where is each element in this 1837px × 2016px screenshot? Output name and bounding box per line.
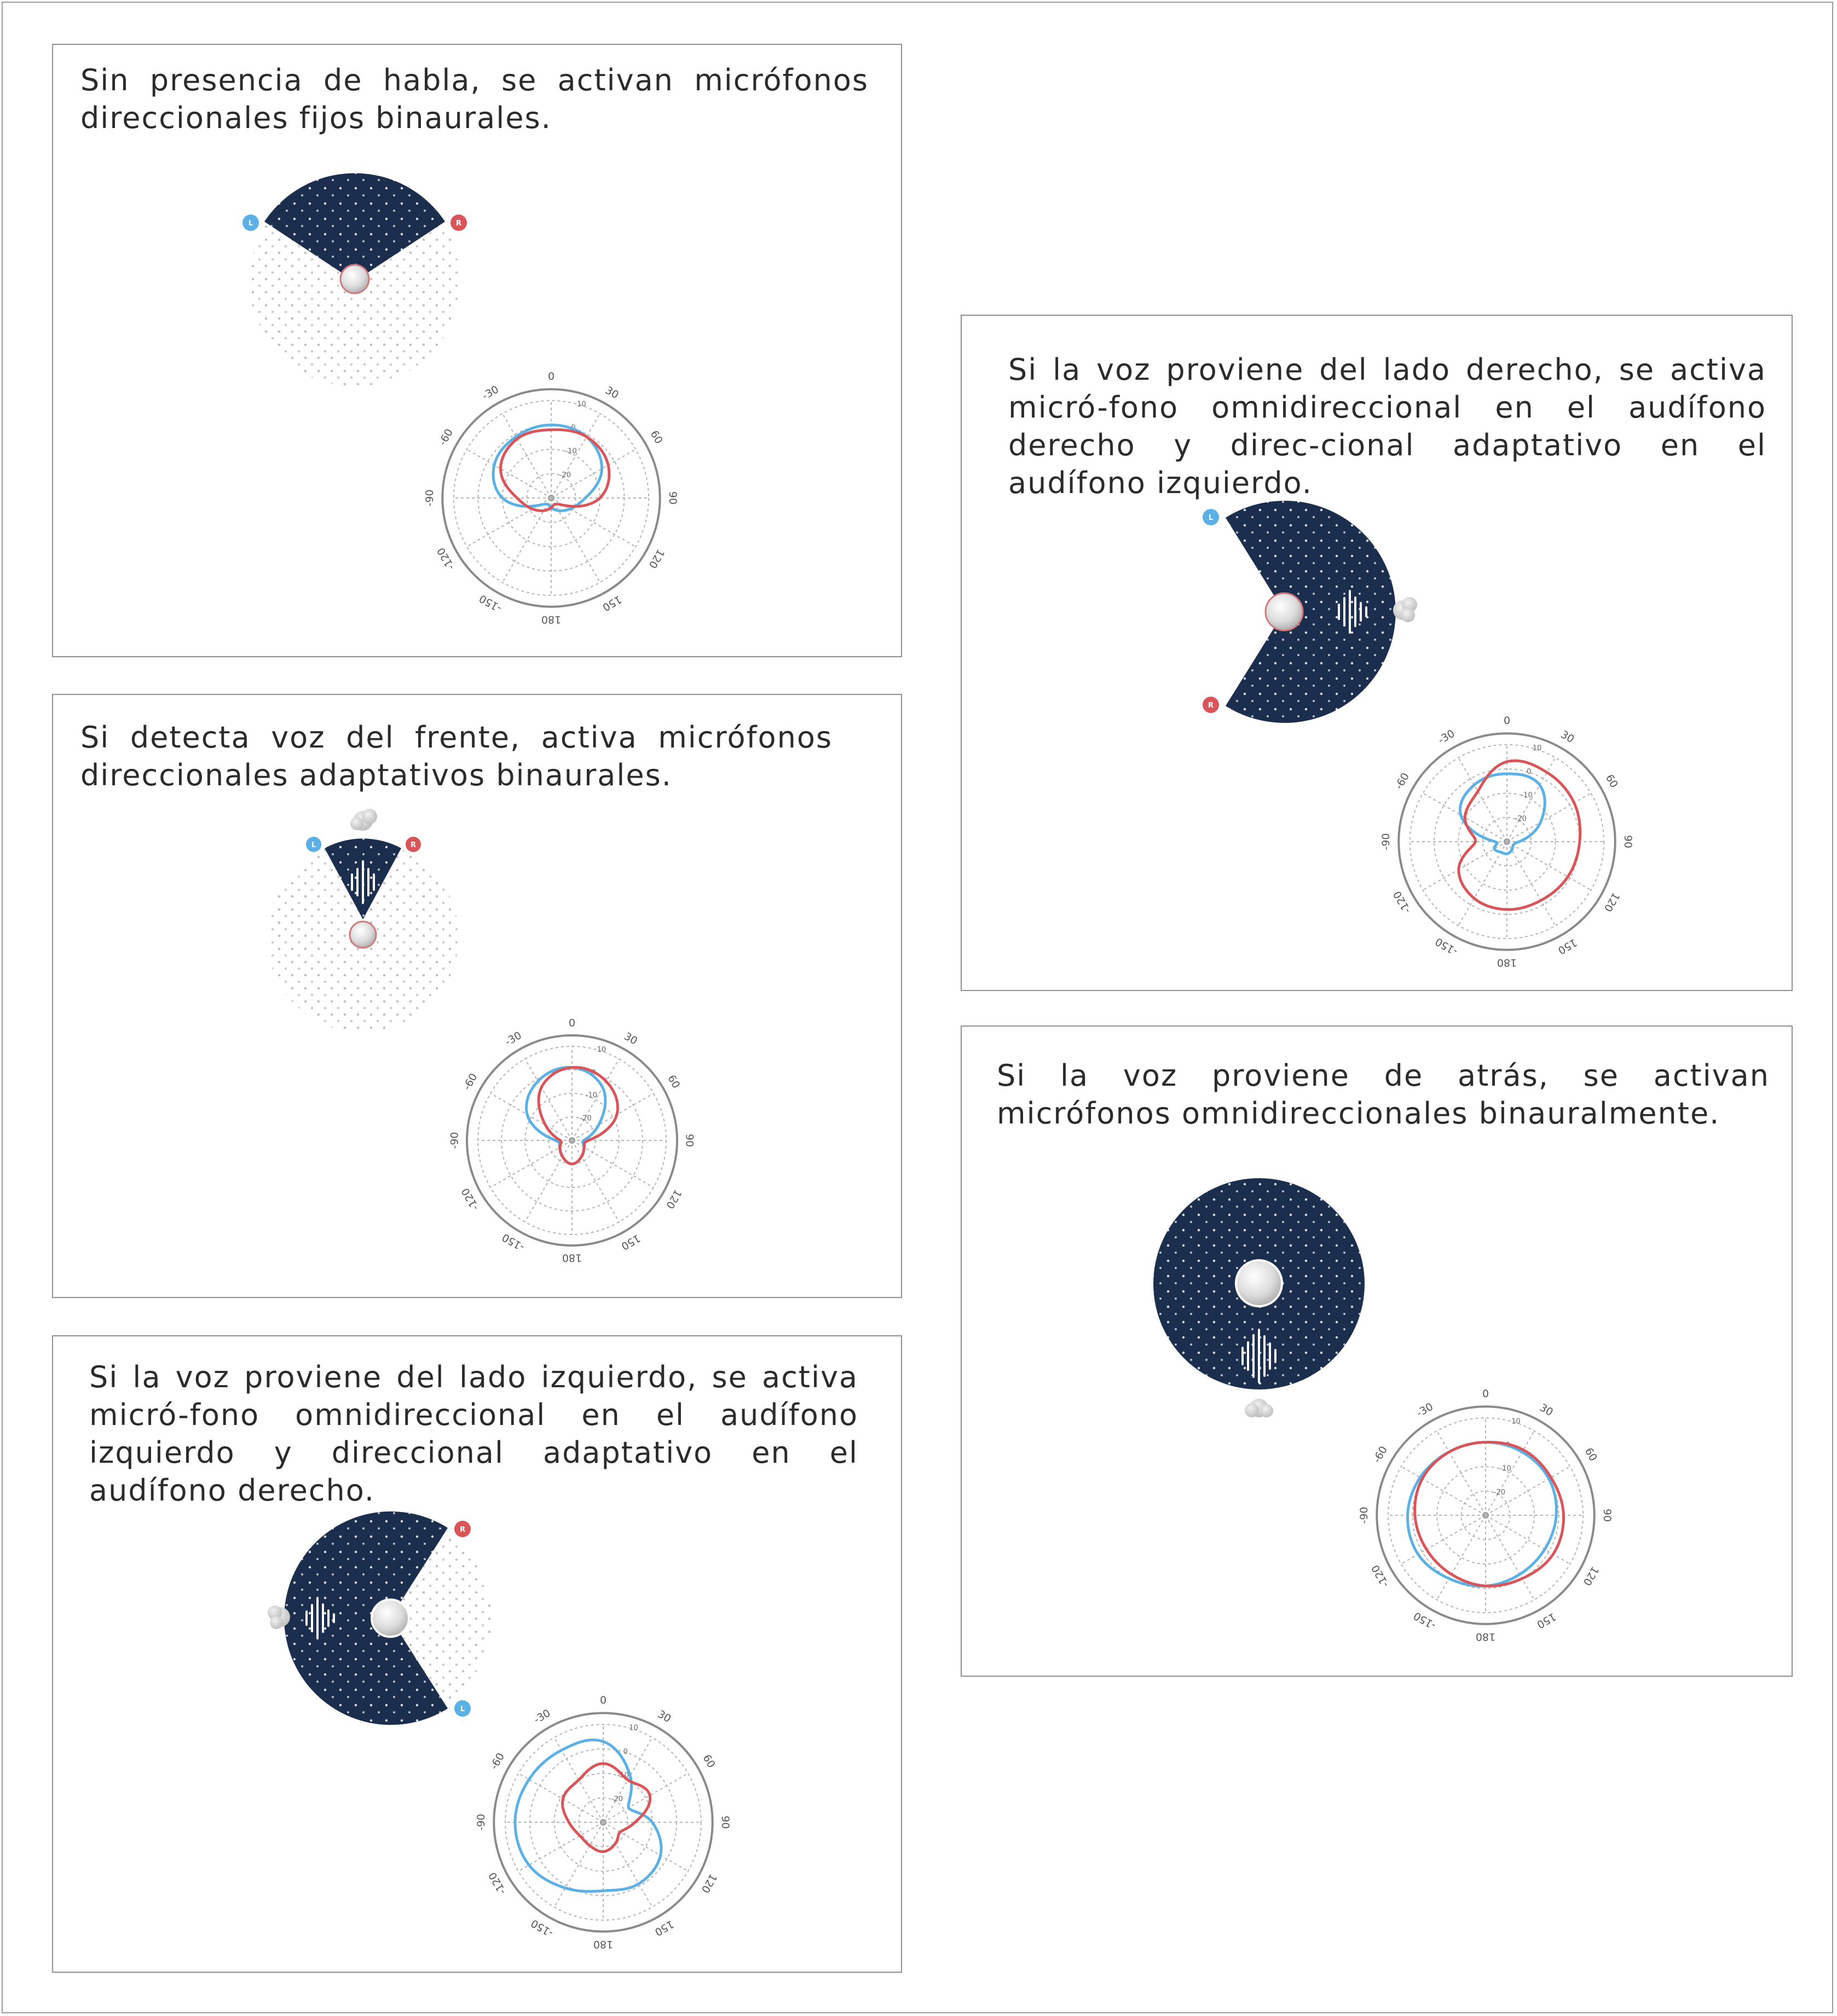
polar-angle-label: 0 bbox=[1503, 715, 1511, 727]
left-ear-marker bbox=[242, 215, 259, 231]
polar-angle-label: 60 bbox=[665, 1073, 683, 1091]
polar-angle-label: 30 bbox=[1538, 1401, 1555, 1419]
polar-angle-label: 0 bbox=[1482, 1388, 1489, 1400]
polar-angle-label: -30 bbox=[532, 1707, 553, 1727]
polar-series-L bbox=[1408, 1443, 1557, 1586]
polar-angle-label: 180 bbox=[541, 613, 562, 625]
polar-angle-label: 90 bbox=[683, 1133, 696, 1148]
polar-ring-label: -20 bbox=[1515, 815, 1527, 824]
polar-angle-label: 30 bbox=[603, 384, 621, 402]
polar-angle-label: 60 bbox=[648, 428, 665, 446]
polar-angle-label: 60 bbox=[1582, 1446, 1599, 1463]
polar-angle-label: -60 bbox=[488, 1751, 507, 1772]
polar-angle-label: 90 bbox=[719, 1815, 732, 1829]
ear-label-right: R bbox=[459, 1526, 466, 1534]
ear-label-left: L bbox=[248, 219, 253, 228]
polar-ring-label: -10 bbox=[617, 1771, 629, 1780]
polar-ring-label: 0 bbox=[591, 1068, 596, 1077]
polar-angle-label: -30 bbox=[1414, 1400, 1435, 1420]
polar-angle-label: -120 bbox=[1391, 889, 1413, 916]
polar-ring-label: -20 bbox=[611, 1795, 623, 1804]
left-ear-marker bbox=[454, 1700, 471, 1717]
listening-scene-voice-left bbox=[268, 1511, 492, 1725]
polar-angle-label: 60 bbox=[1603, 772, 1620, 790]
polar-angle-label: 30 bbox=[1558, 728, 1576, 746]
polar-angle-label: -30 bbox=[1436, 727, 1457, 746]
polar-ring-label: 0 bbox=[1527, 768, 1532, 777]
panel-caption: Si la voz proviene del lado derecho, se activa micró-fono omnidireccional en el audífono derecho y direc-cional adaptativo en el audífono izquierdo. bbox=[1008, 352, 1766, 500]
polar-angle-label: 150 bbox=[1534, 1610, 1558, 1631]
polar-angle-label: -60 bbox=[436, 427, 456, 448]
polar-angle-label: -60 bbox=[1393, 771, 1412, 792]
listening-scene-voice-right bbox=[1203, 501, 1417, 723]
listening-scene-no-speech bbox=[242, 173, 467, 389]
polar-angle-label: -150 bbox=[1433, 935, 1460, 958]
polar-angle-label: -120 bbox=[486, 1870, 509, 1897]
polar-series-R bbox=[539, 1067, 617, 1164]
polar-ring-label: 0 bbox=[623, 1747, 628, 1756]
polar-angle-label: 150 bbox=[1556, 936, 1579, 957]
polar-angle-label: -90 bbox=[1380, 833, 1393, 850]
polar-spoke bbox=[603, 1822, 688, 1871]
polar-spoke bbox=[1486, 1515, 1570, 1564]
polar-angle-label: -90 bbox=[448, 1132, 461, 1149]
polar-angle-label: 150 bbox=[619, 1232, 643, 1253]
polar-plot-no-speech bbox=[424, 370, 679, 625]
polar-angle-label: 120 bbox=[663, 1187, 684, 1211]
polar-angle-label: 30 bbox=[622, 1030, 640, 1047]
polar-angle-label: 0 bbox=[599, 1694, 607, 1706]
ear-label-right: R bbox=[455, 219, 462, 228]
left-ear-marker bbox=[1203, 509, 1219, 525]
polar-angle-label: -150 bbox=[477, 592, 504, 615]
panel-caption: Si la voz proviene de atrás, se activan micrófonos omnidireccionales binauralmente. bbox=[997, 1058, 1770, 1131]
polar-ring-label: -10 bbox=[585, 1091, 598, 1100]
polar-angle-label: 90 bbox=[666, 491, 679, 505]
listening-scene-voice-front bbox=[267, 809, 459, 1033]
polar-angle-label: 120 bbox=[1601, 890, 1622, 914]
polar-angle-label: -150 bbox=[529, 1916, 556, 1939]
right-ear-marker bbox=[450, 215, 467, 231]
right-ear-marker bbox=[406, 837, 421, 852]
polar-ring-label: 10 bbox=[597, 1046, 606, 1055]
polar-angle-label: 30 bbox=[655, 1708, 673, 1725]
polar-angle-label: -150 bbox=[1411, 1609, 1439, 1632]
panel-caption: Sin presencia de habla, se activan micrófonos direccionales fijos binaurales. bbox=[80, 63, 869, 135]
polar-plot-voice-front bbox=[449, 1017, 696, 1264]
polar-angle-label: -150 bbox=[500, 1231, 527, 1254]
right-ear-marker bbox=[1203, 697, 1219, 713]
polar-ring-label: -10 bbox=[1521, 791, 1533, 800]
polar-spoke bbox=[525, 1140, 572, 1222]
polar-angle-label: 0 bbox=[547, 370, 555, 383]
polar-series-L bbox=[515, 1740, 661, 1892]
polar-ring-label: 10 bbox=[1511, 1417, 1521, 1426]
polar-angle-label: -90 bbox=[424, 489, 436, 507]
polar-plot-voice-behind bbox=[1358, 1388, 1613, 1643]
polar-angle-label: -60 bbox=[1371, 1444, 1390, 1465]
polar-angle-label: 120 bbox=[698, 1872, 719, 1895]
polar-angle-label: 150 bbox=[600, 593, 624, 613]
polar-angle-label: -30 bbox=[480, 383, 501, 403]
panel-caption: Si detecta voz del frente, activa micrófonos direccionales adaptativos binaurales. bbox=[80, 720, 833, 792]
polar-series-R bbox=[563, 1764, 650, 1852]
ear-label-left: L bbox=[1208, 514, 1214, 522]
polar-ring-label: -20 bbox=[1493, 1488, 1506, 1497]
polar-angle-label: 0 bbox=[568, 1017, 576, 1029]
polar-spoke bbox=[518, 1774, 603, 1822]
polar-angle-label: -120 bbox=[459, 1186, 482, 1213]
polar-plot-voice-left bbox=[475, 1694, 731, 1950]
polar-ring-label: -20 bbox=[559, 471, 571, 479]
polar-angle-label: 180 bbox=[1475, 1630, 1496, 1643]
right-ear-marker bbox=[454, 1521, 471, 1537]
polar-ring-label: 0 bbox=[571, 424, 576, 432]
speaker-cloud-icon bbox=[350, 809, 377, 831]
polar-angle-label: 120 bbox=[646, 547, 667, 571]
polar-angle-label: -90 bbox=[475, 1814, 487, 1831]
polar-angle-label: 180 bbox=[562, 1252, 582, 1264]
polar-angle-label: 60 bbox=[700, 1752, 718, 1770]
polar-series-L bbox=[527, 1067, 605, 1164]
polar-ring-label: -10 bbox=[1499, 1464, 1511, 1473]
polar-angle-label: 180 bbox=[1497, 956, 1517, 969]
polar-spoke bbox=[572, 1140, 619, 1222]
polar-angle-label: 150 bbox=[652, 1917, 676, 1938]
polar-angle-label: -90 bbox=[1358, 1507, 1371, 1524]
polar-ring-label: 0 bbox=[1505, 1441, 1510, 1450]
polar-angle-label: -60 bbox=[460, 1071, 480, 1092]
polar-angle-label: 180 bbox=[593, 1938, 614, 1951]
polar-angle-label: -120 bbox=[1369, 1562, 1392, 1590]
polar-ring-label: -10 bbox=[565, 447, 577, 456]
ear-label-right: R bbox=[1208, 702, 1214, 710]
speaker-cloud-icon bbox=[1393, 597, 1417, 622]
left-ear-marker bbox=[306, 837, 321, 852]
listening-scene-voice-behind bbox=[1153, 1178, 1365, 1417]
polar-series-R bbox=[501, 430, 609, 511]
ear-label-left: L bbox=[311, 841, 316, 849]
polar-ring-label: 10 bbox=[629, 1724, 638, 1733]
polar-angle-label: 120 bbox=[1580, 1564, 1601, 1588]
polar-angle-label: 90 bbox=[1601, 1508, 1613, 1522]
polar-ring-label: 10 bbox=[577, 400, 586, 409]
panel-caption: Si la voz proviene del lado izquierdo, se activa micró-fono omnidireccional en el audífono izquierdo y direccional adaptativo en el audífono derecho. bbox=[89, 1360, 858, 1508]
polar-angle-label: -30 bbox=[502, 1029, 524, 1048]
polar-ring-label: -20 bbox=[580, 1114, 592, 1123]
polar-ring-label: 10 bbox=[1532, 744, 1542, 753]
ear-label-left: L bbox=[460, 1705, 465, 1713]
polar-angle-label: -120 bbox=[435, 545, 458, 572]
speaker-cloud-icon bbox=[1245, 1399, 1273, 1417]
polar-angle-label: 90 bbox=[1621, 835, 1634, 849]
ear-label-right: R bbox=[410, 841, 417, 849]
polar-plot-voice-right bbox=[1380, 715, 1634, 969]
